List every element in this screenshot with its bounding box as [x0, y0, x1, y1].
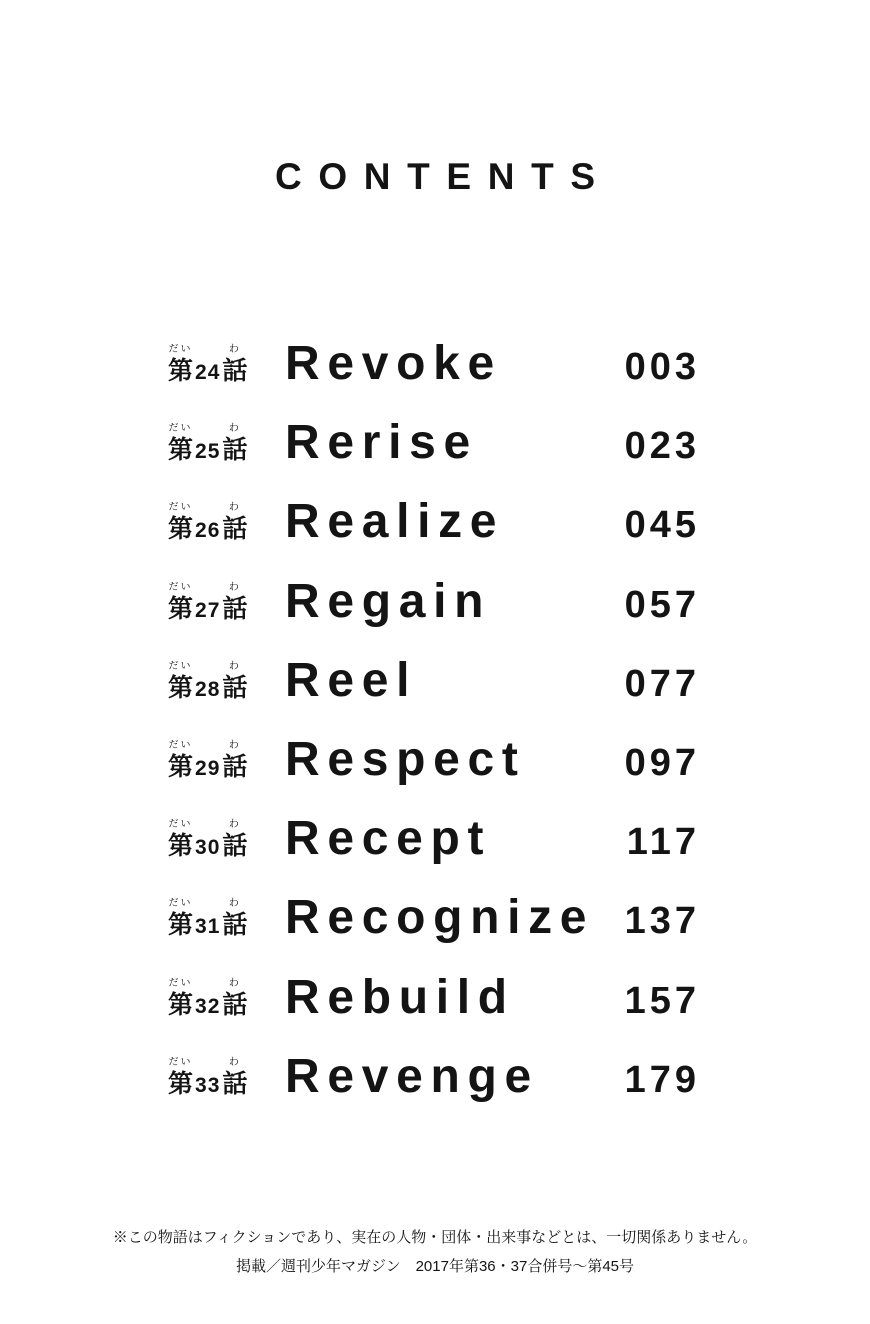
disclaimer [0, 1230, 870, 1245]
chapter-suffix-group [222, 898, 248, 940]
chapter-suffix-kanji: 話 [222, 911, 248, 940]
chapter-prefix-group [168, 898, 194, 940]
chapter-suffix-kanji: 話 [222, 990, 248, 1019]
furigana-dai: だい [168, 977, 193, 989]
chapter-suffix-group [222, 739, 248, 781]
chapter-number: 24 [195, 361, 221, 384]
page-number: 077 [624, 662, 700, 705]
chapter-prefix-kanji: 第 [168, 673, 194, 702]
toc-row [168, 891, 700, 973]
chapter-prefix-kanji: 第 [168, 1069, 194, 1098]
furigana-dai: だい [168, 898, 193, 910]
chapter-label [168, 739, 285, 781]
chapter-suffix-kanji: 話 [222, 594, 248, 623]
toc-list [168, 337, 700, 1132]
furigana-dai: だい [168, 581, 193, 593]
chapter-label [168, 1056, 285, 1098]
chapter-suffix-kanji: 話 [222, 515, 248, 544]
chapter-prefix-kanji: 第 [168, 436, 194, 465]
chapter-suffix-kanji: 話 [222, 752, 248, 781]
chapter-title: Realize [285, 495, 505, 549]
chapter-number: 31 [195, 915, 221, 939]
chapter-suffix-group [222, 344, 248, 385]
chapter-number: 30 [195, 836, 221, 860]
chapter-label [168, 502, 285, 544]
publication-text: 掲載／週刊少年マガジン 2017年第36・37合併号～第45号 [235, 1258, 635, 1275]
toc-row [168, 1049, 700, 1132]
furigana-dai: だい [168, 660, 193, 672]
chapter-title: Reel [285, 653, 418, 707]
chapter-prefix-kanji: 第 [168, 594, 194, 623]
chapter-suffix-group [222, 423, 248, 465]
furigana-dai: だい [168, 344, 193, 355]
page-number: 137 [624, 900, 700, 943]
chapter-title: Respect [285, 732, 526, 786]
chapter-suffix-group [222, 581, 248, 623]
chapter-title: Rebuild [285, 970, 515, 1024]
furigana-wa: わ [228, 977, 241, 989]
chapter-prefix-group [168, 581, 194, 623]
furigana-wa: わ [228, 819, 241, 831]
chapter-suffix-kanji: 話 [222, 832, 248, 861]
chapter-prefix-kanji: 第 [168, 515, 194, 544]
chapter-suffix-group [222, 502, 248, 544]
chapter-title: Recognize [285, 891, 595, 945]
furigana-dai: だい [168, 739, 193, 751]
chapter-suffix-kanji: 話 [222, 673, 248, 702]
chapter-number: 27 [195, 598, 221, 622]
chapter-label [168, 898, 285, 940]
chapter-number: 26 [195, 519, 221, 543]
chapter-prefix-group [168, 423, 194, 465]
chapter-suffix-kanji: 話 [222, 357, 248, 385]
chapter-suffix-group [222, 660, 248, 702]
furigana-wa: わ [228, 1056, 241, 1068]
chapter-prefix-group [168, 660, 194, 702]
chapter-suffix-group [222, 1056, 248, 1098]
chapter-number: 25 [195, 440, 221, 464]
page-number: 057 [624, 583, 700, 626]
chapter-label [168, 581, 285, 623]
chapter-label [168, 423, 285, 465]
furigana-wa: わ [228, 423, 241, 435]
toc-row [168, 970, 700, 1053]
page-number: 003 [624, 346, 700, 388]
chapter-suffix-group [222, 977, 248, 1019]
chapter-number: 28 [195, 677, 221, 701]
toc-row [168, 653, 700, 736]
chapter-prefix-group [168, 502, 194, 544]
furigana-wa: わ [228, 344, 241, 355]
toc-row [168, 416, 700, 498]
chapter-title: Regain [285, 574, 492, 628]
chapter-prefix-kanji: 第 [168, 357, 194, 385]
chapter-prefix-group [168, 344, 194, 385]
page-number: 157 [624, 979, 700, 1022]
chapter-prefix-kanji: 第 [168, 832, 194, 861]
page-number: 023 [624, 425, 700, 468]
toc-row [168, 574, 700, 657]
chapter-suffix-kanji: 話 [222, 436, 248, 465]
chapter-prefix-group [168, 977, 194, 1019]
page-number: 117 [626, 821, 700, 864]
page-number: 097 [624, 741, 700, 784]
chapter-prefix-group [168, 1056, 194, 1098]
chapter-number: 33 [195, 1073, 221, 1097]
page-number: 179 [624, 1058, 700, 1101]
chapter-title: Recept [285, 812, 492, 866]
chapter-title: Revoke [285, 337, 502, 390]
chapter-prefix-group [168, 739, 194, 781]
toc-row [168, 495, 700, 577]
furigana-dai: だい [168, 1056, 193, 1068]
chapter-label [168, 660, 285, 702]
page-number: 045 [624, 504, 700, 547]
furigana-wa: わ [228, 581, 241, 593]
publication-info [0, 1259, 870, 1274]
chapter-number: 32 [195, 994, 221, 1018]
chapter-label [168, 977, 285, 1019]
chapter-suffix-group [222, 819, 248, 861]
chapter-prefix-group [168, 819, 194, 861]
chapter-prefix-kanji: 第 [168, 911, 194, 940]
furigana-wa: わ [228, 502, 241, 514]
chapter-label [168, 819, 285, 861]
chapter-title: Revenge [285, 1049, 539, 1103]
furigana-wa: わ [228, 898, 241, 910]
furigana-dai: だい [168, 819, 193, 831]
furigana-wa: わ [228, 660, 241, 672]
chapter-number: 29 [195, 756, 221, 780]
toc-row [168, 732, 700, 815]
chapter-title: Rerise [285, 416, 478, 470]
furigana-dai: だい [168, 502, 193, 514]
toc-row [168, 812, 700, 894]
chapter-prefix-kanji: 第 [168, 752, 194, 781]
furigana-wa: わ [228, 739, 241, 751]
toc-row [168, 337, 700, 419]
disclaimer-text: ※この物語はフィクションであり、実在の人物・団体・出来事などとは、一切関係ありません。 [112, 1229, 758, 1246]
chapter-label [168, 344, 285, 385]
furigana-dai: だい [168, 423, 193, 435]
chapter-suffix-kanji: 話 [222, 1069, 248, 1098]
chapter-prefix-kanji: 第 [168, 990, 194, 1019]
page-title: CONTENTS [274, 156, 612, 197]
